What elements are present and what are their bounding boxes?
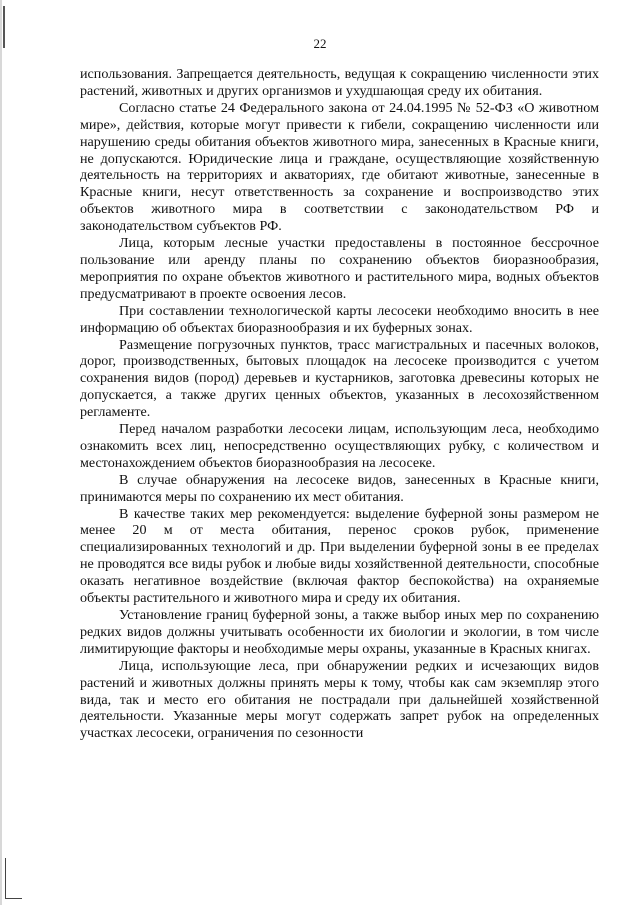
paragraph: Перед началом разработки лесосеки лицам, использующим леса, необходимо ознакомить всех лиц, непосредственно осуществляющих рубку, с количеством и местонахождением объектов биоразнообразия на лесосеке. xyxy=(80,421,599,471)
paragraph: При составлении технологической карты лесосеки необходимо вносить в нее информацию об объектах биоразнообразия и их буферных зонах. xyxy=(80,302,599,336)
paragraph: В качестве таких мер рекомендуется: выделение буферной зоны размером не менее 20 м от места обитания, перенос сроков рубок, применение специализированных технологий и др. При выделении буферной зоны в ее пределах не проводятся все виды рубок и любые виды хозяйственной деятельности, способные оказать негативное воздействие (включая фактор беспокойства) на охраняемые объекты растительного и животного мира и среду их обитания. xyxy=(80,505,599,607)
page-number: 22 xyxy=(313,36,327,51)
corner-mark xyxy=(5,858,22,899)
paragraph: Лица, которым лесные участки предоставлены в постоянное бессрочное пользование или аренду планы по сохранению объектов биоразнообразия, мероприятия по охране объектов животного и растительного мира, водных объектов предусматривают в проекте освоения лесов. xyxy=(80,235,599,302)
page-edge xyxy=(0,0,2,905)
paragraph: Установление границ буферной зоны, а также выбор иных мер по сохранению редких видов должны учитывать особенности их биологии и экологии, в том числе лимитирующие факторы и необходимые меры охраны, указанные в Красных книгах. xyxy=(80,607,599,657)
paragraph: Согласно статье 24 Федерального закона от 24.04.1995 № 52-ФЗ «О животном мире», действия, которые могут привести к гибели, сокращению численности или нарушению среды обитания объектов животного мира, занесенных в Красные книги, не допускаются. Юридические лица и граждане, осуществляющие хозяйственную деятельность на территориях и акваториях, где обитают животные, занесенные в Красные книги, несут ответственность за сохранение и воспроизводство этих объектов животного мира в соответствии с законодательством РФ и законодательством субъектов РФ. xyxy=(80,99,599,235)
document-body xyxy=(80,66,599,742)
paragraph: Размещение погрузочных пунктов, трасс магистральных и пасечных волоков, дорог, производственных, бытовых площадок на лесосеке производится с учетом сохранения видов (пород) деревьев и кустарников, заготовка древесины которых не допускается, а также других ценных объектов, указанных в лесохозяйственном регламенте. xyxy=(80,336,599,421)
paragraph: В случае обнаружения на лесосеке видов, занесенных в Красные книги, принимаются меры по сохранению их мест обитания. xyxy=(80,471,599,505)
paragraph: использования. Запрещается деятельность, ведущая к сокращению численности этих растений, животных и других организмов и ухудшающая среду их обитания. xyxy=(80,66,599,99)
paragraph: Лица, использующие леса, при обнаружении редких и исчезающих видов растений и животных должны принять меры к тому, чтобы как сам экземпляр этого вида, так и место его обитания не пострадали при дальнейшей хозяйственной деятельности. Указанные меры могут содержать запрет рубок на определенных участках лесосеки, ограничения по сезонности xyxy=(80,657,599,742)
